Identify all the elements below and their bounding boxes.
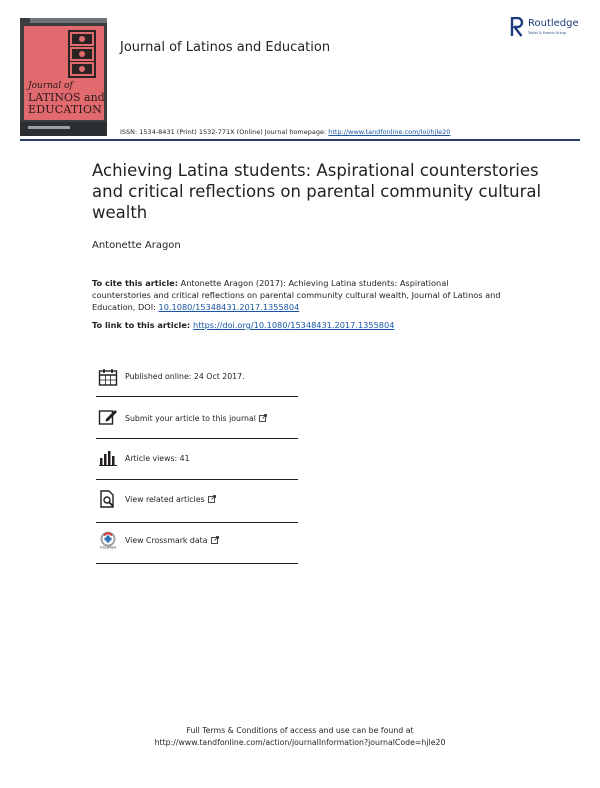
citation-line-2: counterstories and critical reflections on parental community cultural wealth, Journal of Latinos and	[92, 290, 501, 300]
article-author: Antonette Aragon	[92, 240, 181, 251]
publisher-name: Routledge	[528, 18, 579, 29]
header-divider	[20, 139, 580, 141]
cover-top-strip	[30, 18, 107, 23]
external-link-icon	[259, 414, 267, 422]
crossmark-icon	[98, 531, 118, 549]
journal-title: Journal of Latinos and Education	[120, 40, 331, 55]
row-divider	[96, 563, 298, 564]
related-articles-text: View related articles	[125, 495, 205, 504]
cover-title-line-1: Journal of	[28, 81, 73, 91]
calendar-icon	[98, 368, 118, 386]
citation-line-1	[92, 277, 449, 289]
published-online-label: Published online: 24 Oct 2017.	[125, 372, 245, 381]
footer-terms-text: Full Terms & Conditions of access and use can be found at	[186, 726, 414, 735]
cite-label: To cite this article:	[92, 278, 178, 288]
cover-emblem-icon	[68, 30, 96, 78]
link-label: To link to this article:	[92, 320, 193, 330]
doi-link[interactable]: 10.1080/15348431.2017.1355804	[158, 302, 300, 312]
related-articles-label[interactable]	[125, 495, 216, 504]
article-url-link[interactable]: https://doi.org/10.1080/15348431.2017.1355804	[193, 320, 395, 330]
article-views-label: Article views: 41	[125, 454, 190, 463]
cover-title-line-3: EDUCATION	[28, 103, 103, 116]
publisher-group: Taylor & Francis Group	[528, 31, 567, 35]
bar-chart-icon	[98, 449, 118, 467]
crossmark-text: View Crossmark data	[125, 536, 208, 545]
cover-bottom-band	[20, 122, 107, 136]
footer-terms-link[interactable]: http://www.tandfonline.com/action/journalInformation?journalCode=hjle20	[154, 738, 446, 747]
cite-doi-prefix: Education, DOI:	[92, 302, 159, 312]
submit-article-label[interactable]	[125, 414, 267, 423]
article-link-line	[92, 319, 394, 331]
related-articles-icon	[98, 490, 118, 508]
article-title: Achieving Latina students: Aspirational counterstories and critical reflections on parental community cultural wealth	[92, 161, 542, 222]
journal-cover	[20, 18, 107, 136]
row-divider	[96, 522, 298, 523]
journal-issn-line	[120, 128, 450, 136]
svg-text:CrossMark: CrossMark	[99, 545, 117, 549]
submit-article-text: Submit your article to this journal	[125, 414, 256, 423]
cover-title-line-2: LATINOS and	[28, 91, 105, 104]
cover-publisher-bar	[28, 126, 70, 129]
edit-icon	[98, 408, 118, 426]
row-divider	[96, 438, 298, 439]
external-link-icon	[208, 495, 216, 503]
row-divider	[96, 396, 298, 397]
citation-line-3	[92, 301, 299, 313]
row-divider	[96, 479, 298, 480]
cite-text-1: Antonette Aragon (2017): Achieving Latina students: Aspirational	[178, 278, 449, 288]
crossmark-label[interactable]	[125, 536, 219, 545]
journal-homepage-link[interactable]: http://www.tandfonline.com/loi/hjle20	[328, 128, 451, 136]
external-link-icon	[211, 536, 219, 544]
routledge-logo-icon	[510, 17, 524, 37]
issn-text: ISSN: 1534-8431 (Print) 1532-771X (Online) Journal homepage:	[120, 128, 329, 136]
